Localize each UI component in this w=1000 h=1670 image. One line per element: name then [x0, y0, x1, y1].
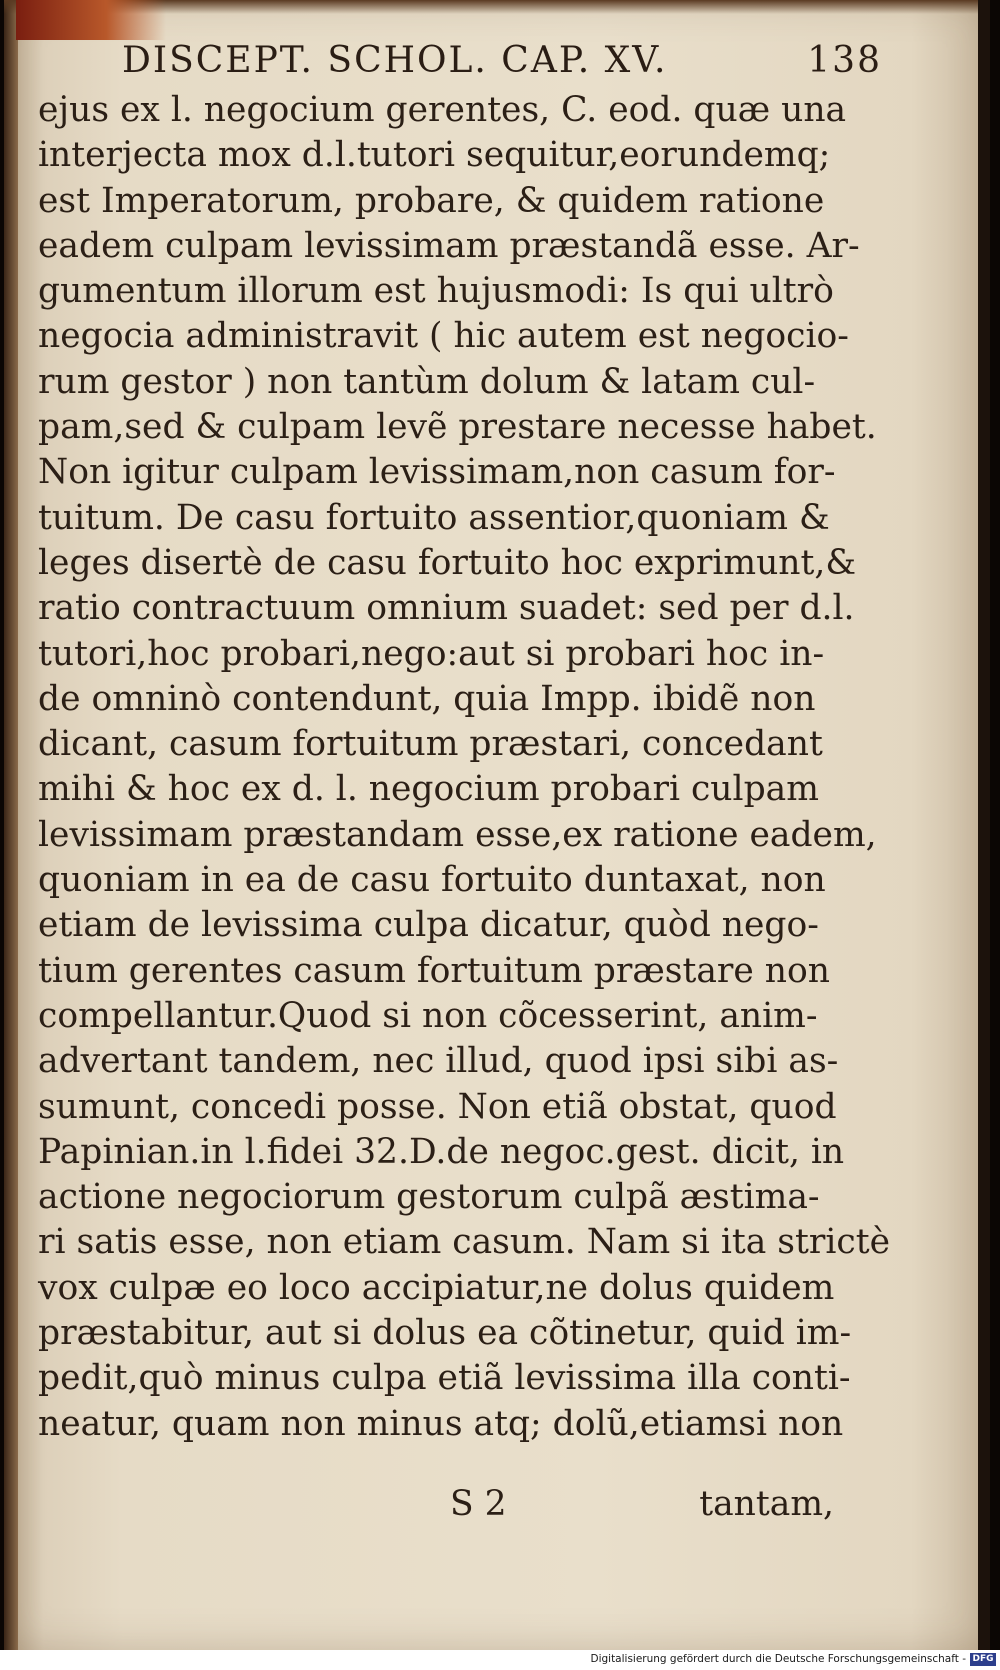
text-line: sumunt, concedi posse. Non etiã obstat, quod: [38, 1086, 837, 1127]
funding-credit: Digitalisierung gefördert durch die Deutsche Forschungsgemeinschaft -: [590, 1653, 966, 1665]
text-line: tuitum. De casu fortuito assentior,quoniam &: [38, 497, 830, 538]
signature-mark: S 2: [450, 1484, 507, 1524]
text-line: compellantur.Quod si non cõcesserint, anim-: [38, 995, 818, 1036]
text-line: gumentum illorum est hujusmodi: Is qui ultrò: [38, 271, 834, 312]
book-page: [4, 0, 990, 1650]
text-line: est Imperatorum, probare, & quidem ratione: [38, 180, 825, 221]
text-line: pam,sed & culpam levẽ prestare necesse habet.: [38, 407, 877, 448]
text-line: negocia administravit ( hic autem est negocio-: [38, 316, 849, 357]
text-line: actione negociorum gestorum culpã æstima-: [38, 1177, 820, 1218]
text-line: eadem culpam levissimam præstandã esse. Ar-: [38, 225, 860, 266]
text-line: rum gestor ) non tantùm dolum & latam cul-: [38, 361, 816, 402]
text-line: levissimam præstandam esse,ex ratione eadem,: [38, 814, 877, 855]
text-line: quoniam in ea de casu fortuito duntaxat, non: [38, 860, 826, 901]
text-line: Non igitur culpam levissimam,non casum for-: [38, 452, 836, 493]
running-title: DISCEPT. SCHOL. CAP. XV.: [122, 40, 668, 81]
text-line: etiam de levissima culpa dicatur, quòd nego-: [38, 905, 819, 946]
text-line: ejus ex l. negocium gerentes, C. eod. quæ una: [38, 90, 847, 130]
page-footer: [38, 1484, 834, 1528]
dfg-logo: DFG: [970, 1653, 996, 1666]
text-line: dicant, casum fortuitum præstari, concedant: [38, 724, 823, 765]
text-line: ri satis esse, non etiam casum. Nam si ita strictè: [38, 1222, 890, 1263]
page-right-shadow: [978, 0, 990, 1650]
text-line: vox culpæ eo loco accipiatur,ne dolus quidem: [38, 1267, 835, 1308]
text-line: neatur, quam non minus atq; dolũ,etiamsi non: [38, 1403, 844, 1444]
catchword: tantam,: [699, 1484, 834, 1524]
text-line: de omninò contendunt, quia Impp. ibidẽ non: [38, 678, 816, 719]
text-line: tium gerentes casum fortuitum præstare non: [38, 950, 831, 991]
text-line: Papinian.in l.fidei 32.D.de negoc.gest. dicit, in: [38, 1131, 845, 1172]
credit-bar: [0, 1650, 1000, 1670]
text-line: advertant tandem, nec illud, quod ipsi sibi as-: [38, 1041, 839, 1082]
text-line: mihi & hoc ex d. l. negocium probari culpam: [38, 769, 819, 810]
running-header: [122, 40, 882, 84]
text-line: pedit,quò minus culpa etiã levissima illa conti-: [38, 1358, 851, 1399]
red-tab-marker: [16, 0, 166, 40]
text-line: leges disertè de casu fortuito hoc exprimunt,&: [38, 542, 857, 583]
page-number: 138: [807, 40, 882, 81]
text-line: ratio contractuum omnium suadet: sed per d.l.: [38, 588, 855, 629]
text-line: tutori,hoc probari,nego:aut si probari hoc in-: [38, 633, 825, 674]
text-line: præstabitur, aut si dolus ea cõtinetur, quid im-: [38, 1313, 852, 1354]
text-line: interjecta mox d.l.tutori sequitur,eorundemq;: [38, 135, 831, 176]
binding-edge: [4, 0, 18, 1650]
body-text: [38, 88, 890, 1447]
